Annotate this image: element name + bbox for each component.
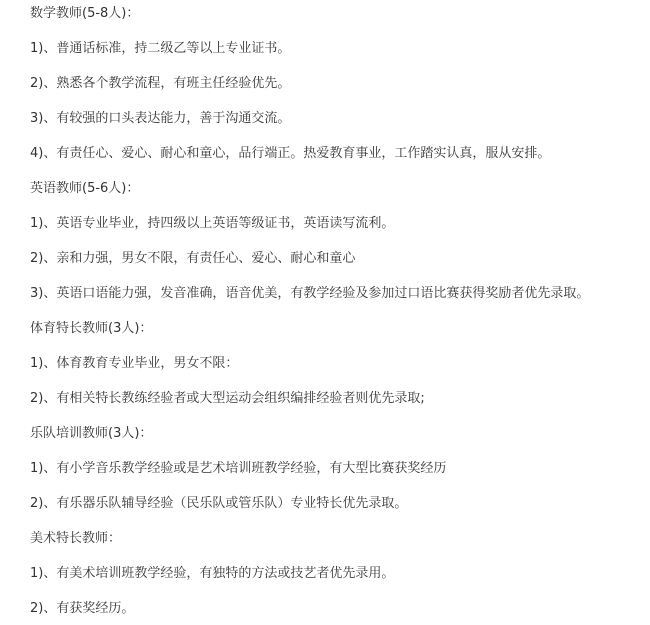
list-item: 1)、体育教育专业毕业，男女不限：	[30, 356, 239, 371]
list-item: 3)、有较强的口头表达能力，善于沟通交流。	[30, 111, 291, 126]
list-item: 3)、英语口语能力强，发音准确，语音优美，有教学经验及参加过口语比赛获得奖励者优先录取。	[30, 286, 590, 301]
list-item: 1)、有美术培训班教学经验，有独特的方法或技艺者优先录用。	[30, 566, 395, 581]
list-item: 2)、有乐器乐队辅导经验（民乐队或管乐队）专业特长优先录取。	[30, 496, 408, 511]
list-item: 2)、有获奖经历。	[30, 601, 135, 616]
section-heading-band: 乐队培训教师(3人)：	[30, 426, 153, 441]
list-item: 2)、有相关特长教练经验者或大型运动会组织编排经验者则优先录取;	[30, 391, 425, 406]
list-item: 1)、普通话标准，持二级乙等以上专业证书。	[30, 41, 291, 56]
list-item: 1)、有小学音乐教学经验或是艺术培训班教学经验，有大型比赛获奖经历	[30, 461, 447, 476]
list-item: 1)、英语专业毕业，持四级以上英语等级证书，英语读写流利。	[30, 216, 395, 231]
section-heading-pe: 体育特长教师(3人)：	[30, 321, 153, 336]
section-heading-math: 数学教师(5-8人)：	[30, 6, 140, 21]
list-item: 2)、亲和力强，男女不限，有责任心、爱心、耐心和童心	[30, 251, 356, 266]
list-item: 4)、有责任心、爱心、耐心和童心，品行端正。热爱教育事业，工作踏实认真，服从安排。	[30, 146, 551, 161]
section-heading-english: 英语教师(5-6人)：	[30, 181, 140, 196]
list-item: 2)、熟悉各个教学流程，有班主任经验优先。	[30, 76, 291, 91]
section-heading-art: 美术特长教师：	[30, 531, 122, 546]
